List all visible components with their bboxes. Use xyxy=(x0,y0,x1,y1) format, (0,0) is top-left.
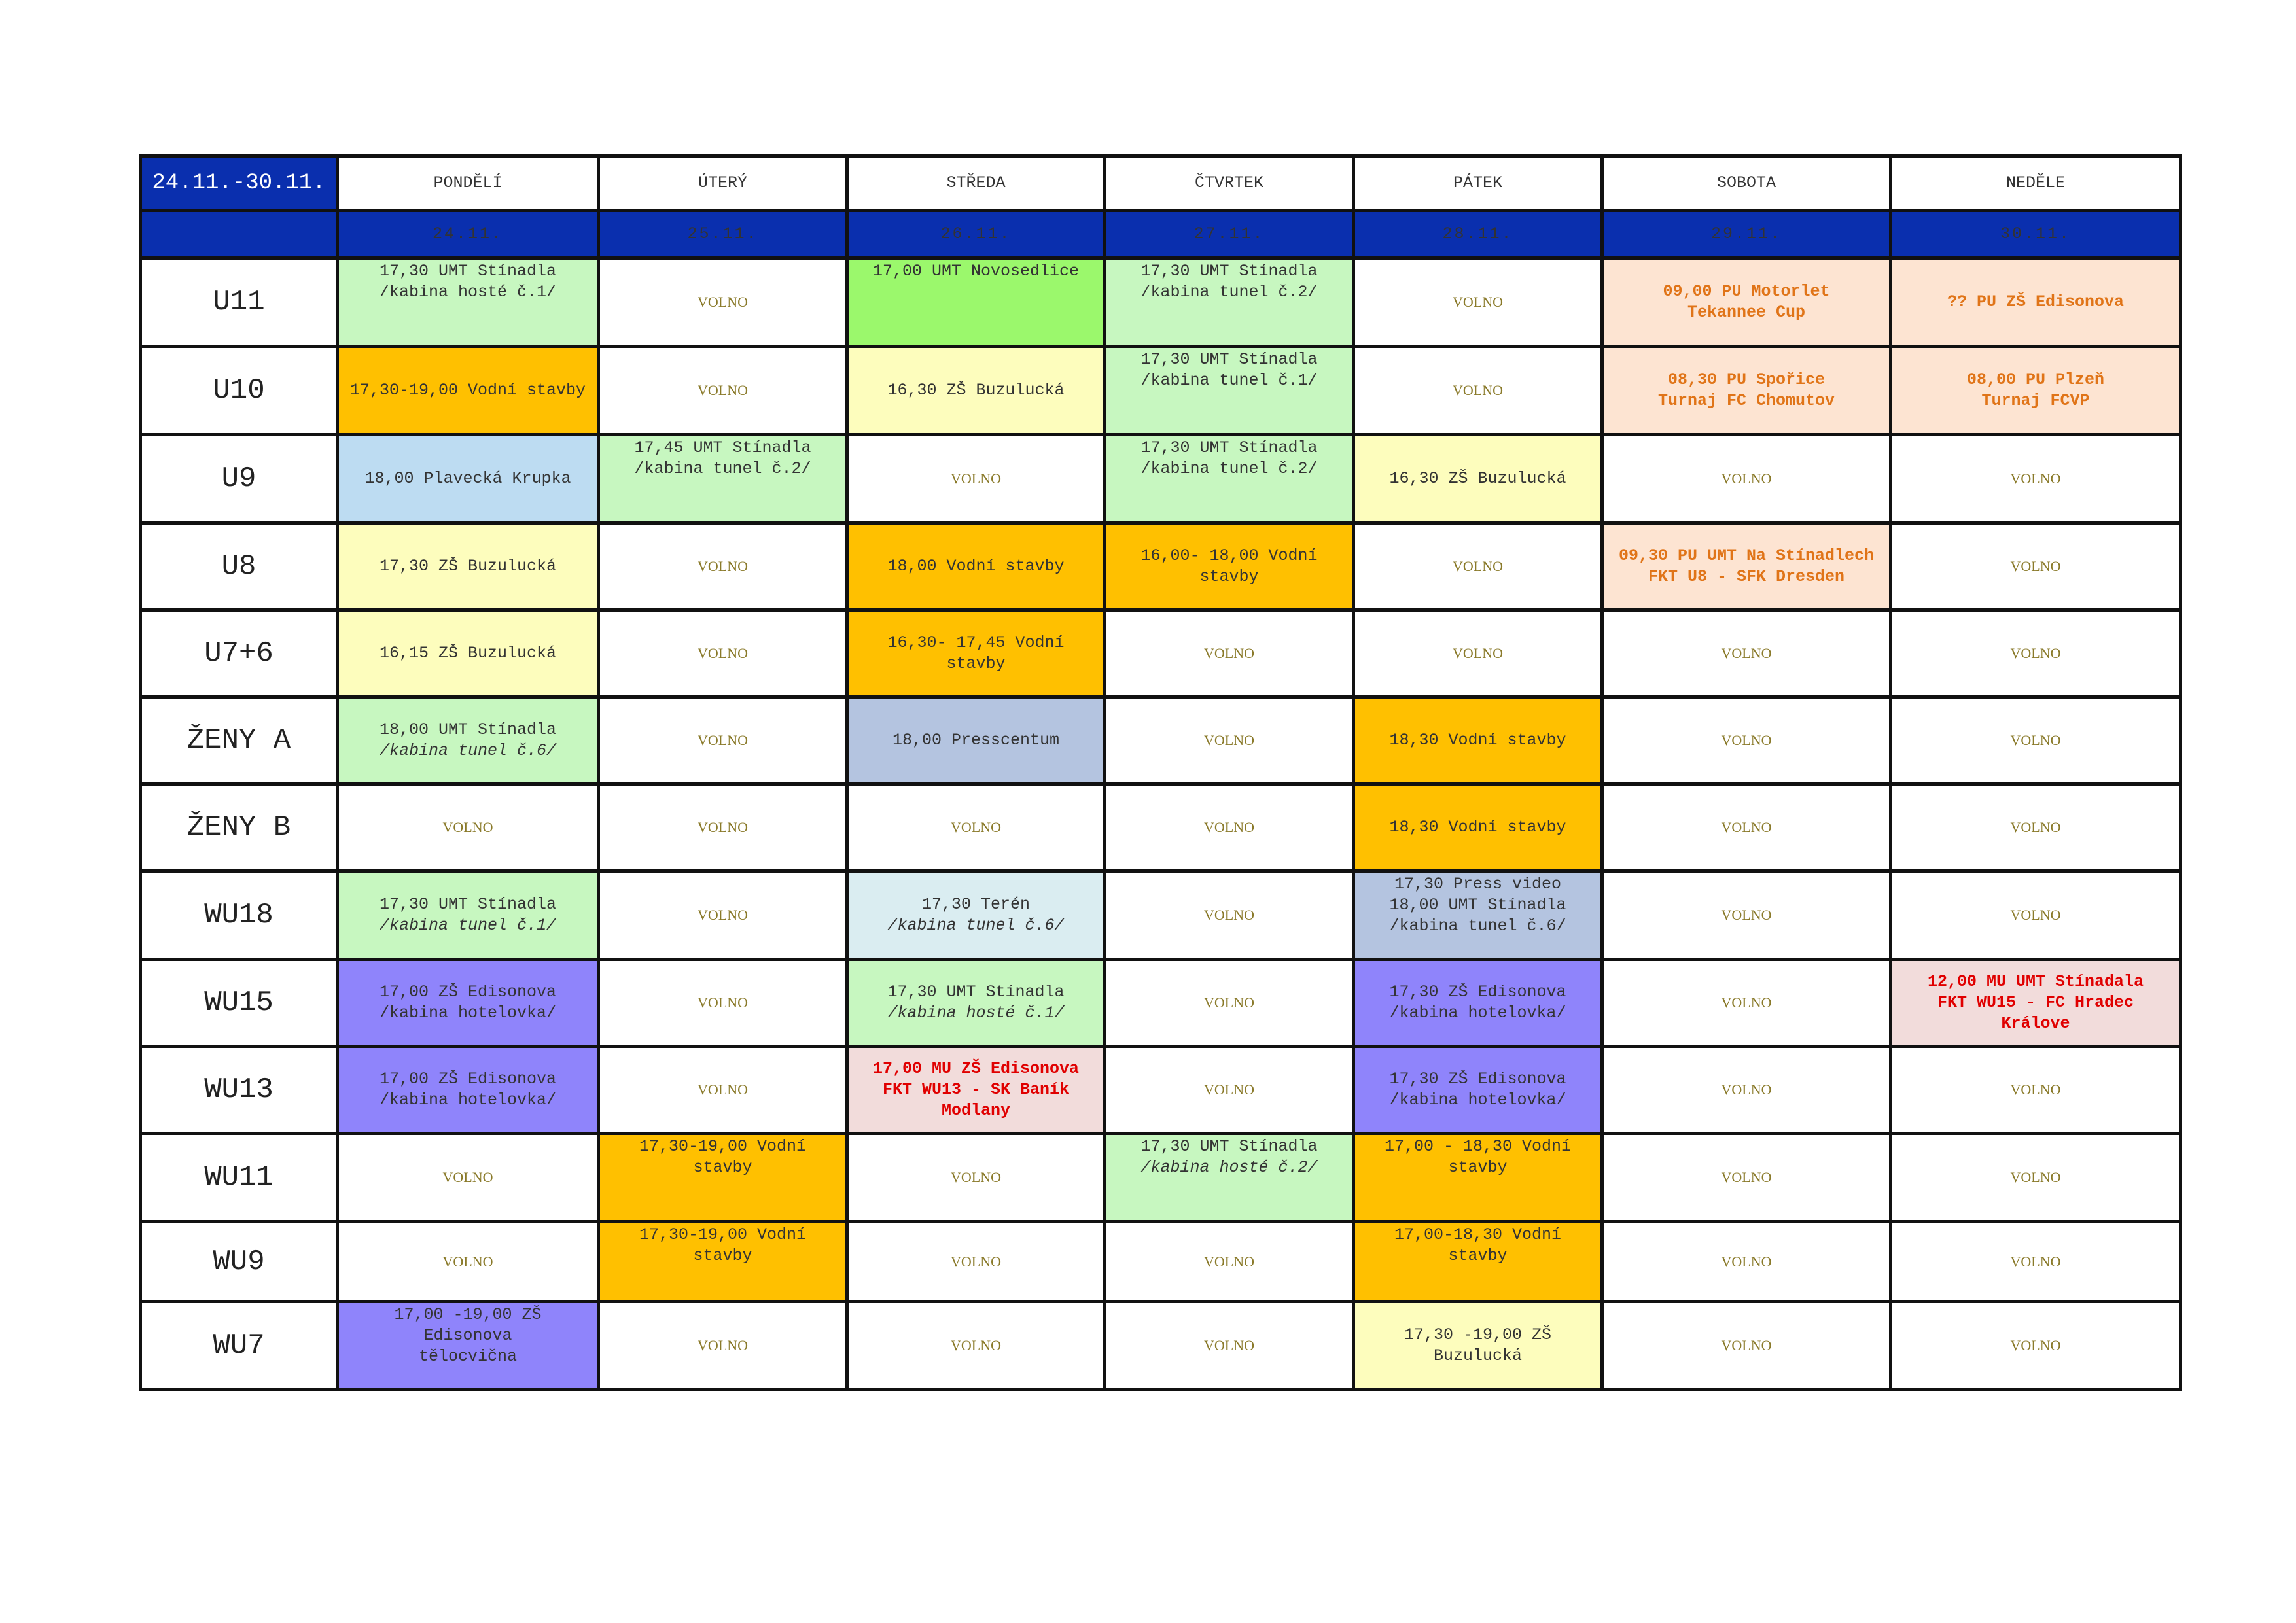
weekday-tuesday: ÚTERÝ xyxy=(599,156,847,211)
schedule-line: 16,15 ZŠ Buzulucká xyxy=(379,644,557,663)
schedule-line: 18,00 UMT Stínadla xyxy=(1389,896,1566,915)
schedule-cell-free xyxy=(1105,610,1354,697)
schedule-cell xyxy=(1105,258,1354,347)
free-label: VOLNO xyxy=(698,645,748,661)
free-label: VOLNO xyxy=(1453,645,1503,661)
schedule-cell-free xyxy=(1602,1047,1891,1134)
schedule-line: 17,30 UMT Stínadla xyxy=(379,895,557,914)
schedule-line: 17,00 - 18,30 Vodní xyxy=(1384,1137,1572,1156)
team-label: U8 xyxy=(141,523,338,610)
schedule-cell xyxy=(847,347,1105,435)
period-label: 24.11.-30.11. xyxy=(141,156,338,211)
schedule-line: tělocvična xyxy=(418,1347,518,1366)
schedule-cell-free xyxy=(1105,784,1354,871)
schedule-line: stavby xyxy=(1199,567,1259,586)
schedule-line: 16,00- 18,00 Vodní xyxy=(1140,546,1318,565)
schedule-line: 16,30 ZŠ Buzulucká xyxy=(887,381,1065,400)
schedule-cell-free xyxy=(1602,784,1891,871)
schedule-cell-free xyxy=(1602,871,1891,960)
schedule-cell-free xyxy=(1105,871,1354,960)
schedule-line: 17,30-19,00 Vodní stavby xyxy=(349,381,586,400)
schedule-line: Modlany xyxy=(941,1101,1011,1120)
schedule-cell-free xyxy=(1891,523,2181,610)
schedule-cell xyxy=(1354,871,1602,960)
schedule-cell xyxy=(1354,784,1602,871)
schedule-line: 16,30- 17,45 Vodní xyxy=(887,633,1065,652)
schedule-cell-free xyxy=(599,258,847,347)
schedule-cell xyxy=(1891,258,2181,347)
weekly-schedule-table xyxy=(139,154,2182,1391)
date-tuesday: 25.11. xyxy=(599,211,847,258)
schedule-cell xyxy=(1105,347,1354,435)
schedule-cell-free xyxy=(1602,610,1891,697)
schedule-cell-free xyxy=(1602,435,1891,523)
free-label: VOLNO xyxy=(698,732,748,748)
schedule-line: stavby xyxy=(693,1246,752,1265)
schedule-cell-free xyxy=(1891,697,2181,784)
schedule-cell xyxy=(1105,1134,1354,1222)
schedule-line: /kabina tunel č.6/ xyxy=(1389,916,1566,935)
schedule-cell-free xyxy=(1602,1222,1891,1302)
schedule-cell xyxy=(1354,1302,1602,1390)
schedule-cell xyxy=(338,610,599,697)
schedule-cell-free xyxy=(1891,871,2181,960)
schedule-cell xyxy=(847,610,1105,697)
free-label: VOLNO xyxy=(2010,732,2061,748)
free-label: VOLNO xyxy=(1721,1337,1772,1353)
schedule-line: 17,45 UMT Stínadla xyxy=(634,438,811,457)
team-row xyxy=(141,435,2181,523)
schedule-line: /kabina hotelovka/ xyxy=(379,1091,557,1109)
free-label: VOLNO xyxy=(951,1253,1001,1270)
free-label: VOLNO xyxy=(698,1337,748,1353)
weekday-saturday: SOBOTA xyxy=(1602,156,1891,211)
schedule-line: /kabina hosté č.1/ xyxy=(887,1003,1065,1022)
schedule-line: 17,00 UMT Novosedlice xyxy=(872,262,1080,281)
date-saturday: 29.11. xyxy=(1602,211,1891,258)
schedule-line: /kabina tunel č.2/ xyxy=(1140,459,1318,478)
schedule-line: 16,30 ZŠ Buzulucká xyxy=(1389,469,1566,488)
free-label: VOLNO xyxy=(2010,1337,2061,1353)
schedule-line: 17,30 Press video xyxy=(1394,875,1562,894)
schedule-cell xyxy=(1602,523,1891,610)
schedule-cell xyxy=(1105,523,1354,610)
schedule-cell-free xyxy=(1891,1047,2181,1134)
schedule-cell xyxy=(1354,1222,1602,1302)
schedule-line: Turnaj FC Chomutov xyxy=(1657,391,1835,410)
schedule-line: 17,30 UMT Stínadla xyxy=(887,983,1065,1002)
schedule-cell xyxy=(1105,435,1354,523)
schedule-cell xyxy=(1602,347,1891,435)
free-label: VOLNO xyxy=(1204,645,1254,661)
free-label: VOLNO xyxy=(1721,994,1772,1011)
schedule-line: 12,00 MU UMT Stínadala xyxy=(1927,972,2144,991)
schedule-line: /kabina hosté č.2/ xyxy=(1140,1158,1318,1177)
free-label: VOLNO xyxy=(2010,819,2061,835)
schedule-line: 18,30 Vodní stavby xyxy=(1389,818,1566,837)
schedule-cell-free xyxy=(599,1302,847,1390)
schedule-cell xyxy=(599,435,847,523)
free-label: VOLNO xyxy=(2010,558,2061,574)
schedule-line: stavby xyxy=(1448,1158,1508,1177)
free-label: VOLNO xyxy=(1721,907,1772,923)
free-label: VOLNO xyxy=(1204,819,1254,835)
schedule-line: /kabina tunel č.6/ xyxy=(379,741,557,760)
schedule-cell xyxy=(338,871,599,960)
free-label: VOLNO xyxy=(698,294,748,310)
date-monday: 24.11. xyxy=(338,211,599,258)
team-row xyxy=(141,1047,2181,1134)
schedule-cell-free xyxy=(599,871,847,960)
schedule-line: 17,30 UMT Stínadla xyxy=(1140,262,1318,281)
schedule-line: 18,00 Vodní stavby xyxy=(887,557,1065,576)
team-label: WU7 xyxy=(141,1302,338,1390)
schedule-cell-free xyxy=(599,784,847,871)
schedule-cell xyxy=(1891,960,2181,1047)
schedule-line: 17,30 -19,00 ZŠ xyxy=(1404,1325,1552,1344)
schedule-line: FKT WU13 - SK Baník xyxy=(882,1080,1070,1099)
schedule-line: 18,00 Plavecká Krupka xyxy=(364,469,571,488)
schedule-line: /kabina tunel č.1/ xyxy=(1140,371,1318,390)
schedule-line: 17,00 ZŠ Edisonova xyxy=(379,1070,557,1089)
team-row xyxy=(141,1302,2181,1390)
free-label: VOLNO xyxy=(1721,732,1772,748)
free-label: VOLNO xyxy=(1721,1169,1772,1185)
schedule-line: 17,00 -19,00 ZŠ xyxy=(394,1305,542,1324)
schedule-cell xyxy=(1354,1134,1602,1222)
schedule-cell xyxy=(338,347,599,435)
schedule-line: FKT WU15 - FC Hradec xyxy=(1937,993,2134,1012)
schedule-cell xyxy=(338,697,599,784)
free-label: VOLNO xyxy=(698,558,748,574)
schedule-cell xyxy=(847,258,1105,347)
schedule-line: /kabina hotelovka/ xyxy=(1389,1003,1566,1022)
free-label: VOLNO xyxy=(2010,1253,2061,1270)
team-label: U10 xyxy=(141,347,338,435)
schedule-cell-free xyxy=(599,523,847,610)
free-label: VOLNO xyxy=(698,994,748,1011)
date-friday: 28.11. xyxy=(1354,211,1602,258)
schedule-line: stavby xyxy=(946,654,1006,673)
weekday-thursday: ČTVRTEK xyxy=(1105,156,1354,211)
team-label: U7+6 xyxy=(141,610,338,697)
free-label: VOLNO xyxy=(698,907,748,923)
schedule-line: 17,30 Terén xyxy=(921,895,1031,914)
team-row xyxy=(141,347,2181,435)
free-label: VOLNO xyxy=(698,1081,748,1098)
schedule-line: 17,30 ZŠ Edisonova xyxy=(1389,1070,1566,1089)
schedule-cell-free xyxy=(847,1222,1105,1302)
schedule-cell xyxy=(338,258,599,347)
free-label: VOLNO xyxy=(698,382,748,398)
schedule-line: Tekannee Cup xyxy=(1687,303,1806,322)
free-label: VOLNO xyxy=(951,1169,1001,1185)
weekday-friday: PÁTEK xyxy=(1354,156,1602,211)
free-label: VOLNO xyxy=(951,1337,1001,1353)
schedule-line: stavby xyxy=(1448,1246,1508,1265)
team-row xyxy=(141,697,2181,784)
schedule-cell xyxy=(847,697,1105,784)
schedule-cell-free xyxy=(1602,960,1891,1047)
free-label: VOLNO xyxy=(1204,994,1254,1011)
schedule-line: 17,30-19,00 Vodní xyxy=(639,1137,807,1156)
free-label: VOLNO xyxy=(442,1169,493,1185)
schedule-cell xyxy=(847,523,1105,610)
schedule-line: Turnaj FCVP xyxy=(1981,391,2090,410)
schedule-line: 17,30 UMT Stínadla xyxy=(379,262,557,281)
weekday-header-row xyxy=(141,156,2181,211)
schedule-line: /kabina hotelovka/ xyxy=(1389,1091,1566,1109)
team-label: ŽENY A xyxy=(141,697,338,784)
schedule-line: 08,30 PU Spořice xyxy=(1667,370,1826,389)
schedule-cell xyxy=(847,1047,1105,1134)
team-label: WU15 xyxy=(141,960,338,1047)
schedule-cell xyxy=(599,1222,847,1302)
schedule-cell-free xyxy=(338,1134,599,1222)
team-row xyxy=(141,1222,2181,1302)
schedule-cell xyxy=(338,1302,599,1390)
schedule-cell-free xyxy=(1105,960,1354,1047)
date-header-blank xyxy=(141,211,338,258)
schedule-cell-free xyxy=(599,610,847,697)
team-label: WU18 xyxy=(141,871,338,960)
schedule-line: 17,30-19,00 Vodní xyxy=(639,1225,807,1244)
schedule-cell xyxy=(847,871,1105,960)
schedule-cell-free xyxy=(599,347,847,435)
free-label: VOLNO xyxy=(2010,645,2061,661)
schedule-cell-free xyxy=(847,1302,1105,1390)
date-header-row xyxy=(141,211,2181,258)
free-label: VOLNO xyxy=(2010,1169,2061,1185)
schedule-cell-free xyxy=(847,1134,1105,1222)
team-row xyxy=(141,1134,2181,1222)
free-label: VOLNO xyxy=(698,819,748,835)
schedule-cell-free xyxy=(1105,1047,1354,1134)
schedule-cell-free xyxy=(1891,435,2181,523)
team-row xyxy=(141,523,2181,610)
date-wednesday: 26.11. xyxy=(847,211,1105,258)
team-row xyxy=(141,258,2181,347)
schedule-line: /kabina hotelovka/ xyxy=(379,1003,557,1022)
schedule-cell-free xyxy=(338,784,599,871)
free-label: VOLNO xyxy=(1721,645,1772,661)
schedule-cell xyxy=(1354,960,1602,1047)
team-row xyxy=(141,960,2181,1047)
schedule-cell xyxy=(338,523,599,610)
schedule-line: 18,00 UMT Stínadla xyxy=(379,720,557,739)
schedule-line: /kabina tunel č.2/ xyxy=(634,459,811,478)
schedule-cell-free xyxy=(1602,1134,1891,1222)
schedule-line: 17,00-18,30 Vodní xyxy=(1394,1225,1562,1244)
weekday-monday: PONDĚLÍ xyxy=(338,156,599,211)
free-label: VOLNO xyxy=(1453,382,1503,398)
free-label: VOLNO xyxy=(1721,819,1772,835)
schedule-cell-free xyxy=(1602,697,1891,784)
schedule-line: 18,00 Presscentum xyxy=(892,731,1060,750)
schedule-line: Králove xyxy=(2001,1014,2070,1033)
schedule-cell xyxy=(1354,697,1602,784)
schedule-line: 17,00 ZŠ Edisonova xyxy=(379,983,557,1002)
free-label: VOLNO xyxy=(1204,907,1254,923)
free-label: VOLNO xyxy=(1204,1337,1254,1353)
schedule-cell-free xyxy=(599,1047,847,1134)
schedule-cell-free xyxy=(1354,610,1602,697)
schedule-cell-free xyxy=(1602,1302,1891,1390)
team-row xyxy=(141,784,2181,871)
free-label: VOLNO xyxy=(2010,907,2061,923)
date-sunday: 30.11. xyxy=(1891,211,2181,258)
schedule-line: FKT U8 - SFK Dresden xyxy=(1648,567,1845,586)
free-label: VOLNO xyxy=(1453,558,1503,574)
schedule-line: 08,00 PU Plzeň xyxy=(1966,370,2105,389)
schedule-line: 17,30 ZŠ Edisonova xyxy=(1389,983,1566,1002)
schedule-line: Edisonova xyxy=(423,1326,512,1345)
schedule-cell-free xyxy=(599,697,847,784)
schedule-cell xyxy=(338,1047,599,1134)
schedule-cell-free xyxy=(1891,1222,2181,1302)
schedule-line: ?? PU ZŠ Edisonova xyxy=(1947,292,2125,311)
schedule-cell-free xyxy=(1891,1134,2181,1222)
free-label: VOLNO xyxy=(1721,1081,1772,1098)
free-label: VOLNO xyxy=(1204,732,1254,748)
free-label: VOLNO xyxy=(1204,1253,1254,1270)
schedule-line: Buzulucká xyxy=(1433,1346,1523,1365)
schedule-cell xyxy=(1354,1047,1602,1134)
schedule-cell-free xyxy=(1891,784,2181,871)
schedule-line: 17,00 MU ZŠ Edisonova xyxy=(872,1059,1080,1078)
schedule-cell xyxy=(1891,347,2181,435)
schedule-line: 09,00 PU Motorlet xyxy=(1663,282,1830,301)
free-label: VOLNO xyxy=(2010,470,2061,487)
free-label: VOLNO xyxy=(442,819,493,835)
weekday-wednesday: STŘEDA xyxy=(847,156,1105,211)
free-label: VOLNO xyxy=(1721,470,1772,487)
schedule-cell xyxy=(338,960,599,1047)
schedule-cell xyxy=(1602,258,1891,347)
schedule-cell-free xyxy=(1354,347,1602,435)
date-thursday: 27.11. xyxy=(1105,211,1354,258)
schedule-cell-free xyxy=(847,784,1105,871)
schedule-line: /kabina tunel č.1/ xyxy=(379,916,557,935)
schedule-line: 09,30 PU UMT Na Stínadlech xyxy=(1618,546,1875,565)
schedule-cell-free xyxy=(847,435,1105,523)
free-label: VOLNO xyxy=(1453,294,1503,310)
team-label: WU9 xyxy=(141,1222,338,1302)
schedule-cell xyxy=(847,960,1105,1047)
schedule-line: 18,30 Vodní stavby xyxy=(1389,731,1566,750)
team-label: U11 xyxy=(141,258,338,347)
free-label: VOLNO xyxy=(951,470,1001,487)
free-label: VOLNO xyxy=(442,1253,493,1270)
team-row xyxy=(141,871,2181,960)
free-label: VOLNO xyxy=(951,819,1001,835)
schedule-cell xyxy=(599,1134,847,1222)
schedule-cell-free xyxy=(1105,1222,1354,1302)
schedule-cell-free xyxy=(599,960,847,1047)
schedule-line: /kabina hosté č.1/ xyxy=(379,283,557,302)
schedule-line: stavby xyxy=(693,1158,752,1177)
schedule-cell-free xyxy=(1891,610,2181,697)
team-label: WU11 xyxy=(141,1134,338,1222)
schedule-cell-free xyxy=(1105,1302,1354,1390)
schedule-line: /kabina tunel č.2/ xyxy=(1140,283,1318,302)
team-row xyxy=(141,610,2181,697)
schedule-cell xyxy=(1354,435,1602,523)
team-label: WU13 xyxy=(141,1047,338,1134)
schedule-cell-free xyxy=(1354,523,1602,610)
schedule-cell-free xyxy=(1354,258,1602,347)
schedule-cell-free xyxy=(338,1222,599,1302)
schedule-line: 17,30 UMT Stínadla xyxy=(1140,438,1318,457)
schedule-cell-free xyxy=(1891,1302,2181,1390)
schedule-line: 17,30 UMT Stínadla xyxy=(1140,1137,1318,1156)
schedule-cell-free xyxy=(1105,697,1354,784)
schedule-cell xyxy=(338,435,599,523)
team-label: ŽENY B xyxy=(141,784,338,871)
schedule-line: 17,30 UMT Stínadla xyxy=(1140,350,1318,369)
schedule-line: /kabina tunel č.6/ xyxy=(887,916,1065,935)
free-label: VOLNO xyxy=(1721,1253,1772,1270)
free-label: VOLNO xyxy=(2010,1081,2061,1098)
team-label: U9 xyxy=(141,435,338,523)
schedule-line: 17,30 ZŠ Buzulucká xyxy=(379,557,557,576)
free-label: VOLNO xyxy=(1204,1081,1254,1098)
weekday-sunday: NEDĚLE xyxy=(1891,156,2181,211)
